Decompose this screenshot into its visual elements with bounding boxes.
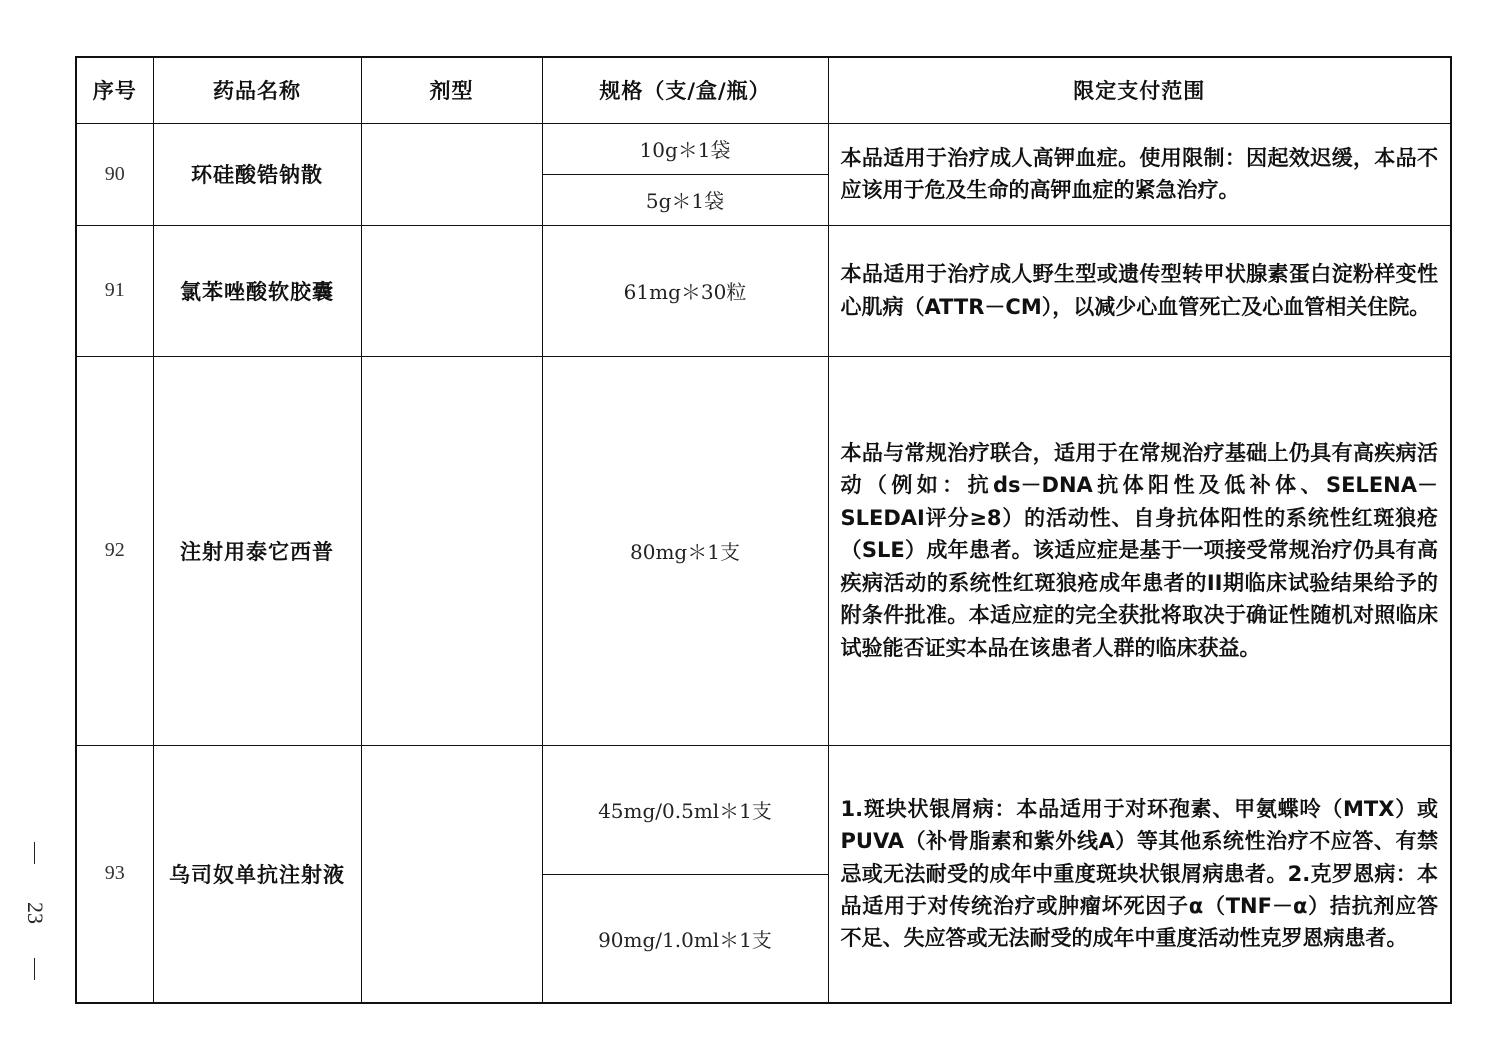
drug-payment-table (75, 56, 1452, 1004)
header-row (76, 57, 1451, 123)
header-dosage-form: 剂型 (361, 57, 542, 123)
row-payment-scope: 本品适用于治疗成人高钾血症。使用限制：因起效迟缓，本品不应该用于危及生命的高钾血症的紧急治疗。 (828, 123, 1451, 225)
row-dosage-form (361, 225, 542, 356)
header-drug-name: 药品名称 (153, 57, 361, 123)
row-serial-number: 90 (76, 123, 153, 225)
row-specification: 45mg/0.5ml＊1支 (542, 745, 828, 874)
row-drug-name: 乌司奴单抗注射液 (153, 745, 361, 1003)
table-row (76, 123, 1451, 174)
row-specification: 10g＊1袋 (542, 123, 828, 174)
page-number: 23 (23, 902, 48, 924)
page-dash-top (34, 842, 35, 864)
table-row (76, 745, 1451, 874)
page-dash-bottom (34, 958, 35, 980)
row-drug-name: 环硅酸锆钠散 (153, 123, 361, 225)
row-dosage-form (361, 745, 542, 1003)
table-row (76, 225, 1451, 356)
row-serial-number: 92 (76, 356, 153, 745)
header-serial-number: 序号 (76, 57, 153, 123)
row-serial-number: 91 (76, 225, 153, 356)
row-specification: 5g＊1袋 (542, 174, 828, 225)
row-drug-name: 氯苯唑酸软胶囊 (153, 225, 361, 356)
header-payment-scope: 限定支付范围 (828, 57, 1451, 123)
row-payment-scope: 1.斑块状银屑病：本品适用于对环孢素、甲氨蝶呤（MTX）或PUVA（补骨脂素和紫外线A）等其他系统性治疗不应答、有禁忌或无法耐受的成年中重度斑块状银屑病患者。2.克罗恩病：本品适用于对传统治疗或肿瘤坏死因子α（TNF－α）拮抗剂应答不足、失应答或无法耐受的成年中重度活动性克罗恩病患者。 (828, 745, 1451, 1003)
row-specification: 61mg＊30粒 (542, 225, 828, 356)
row-dosage-form (361, 356, 542, 745)
row-payment-scope: 本品与常规治疗联合，适用于在常规治疗基础上仍具有高疾病活动（例如：抗ds－DNA抗体阳性及低补体、SELENA－SLEDAI评分≥8）的活动性、自身抗体阳性的系统性红斑狼疮（SLE）成年患者。该适应症是基于一项接受常规治疗仍具有高疾病活动的系统性红斑狼疮成年患者的II期临床试验结果给予的附条件批准。本适应症的完全获批将取决于确证性随机对照临床试验能否证实本品在该患者人群的临床获益。 (828, 356, 1451, 745)
row-specification: 80mg＊1支 (542, 356, 828, 745)
table-row (76, 356, 1451, 745)
row-specification: 90mg/1.0ml＊1支 (542, 874, 828, 1003)
row-drug-name: 注射用泰它西普 (153, 356, 361, 745)
page-number-marker (18, 842, 52, 982)
row-payment-scope: 本品适用于治疗成人野生型或遗传型转甲状腺素蛋白淀粉样变性心肌病（ATTR－CM），以减少心血管死亡及心血管相关住院。 (828, 225, 1451, 356)
header-specification: 规格（支/盒/瓶） (542, 57, 828, 123)
row-dosage-form (361, 123, 542, 225)
row-serial-number: 93 (76, 745, 153, 1003)
